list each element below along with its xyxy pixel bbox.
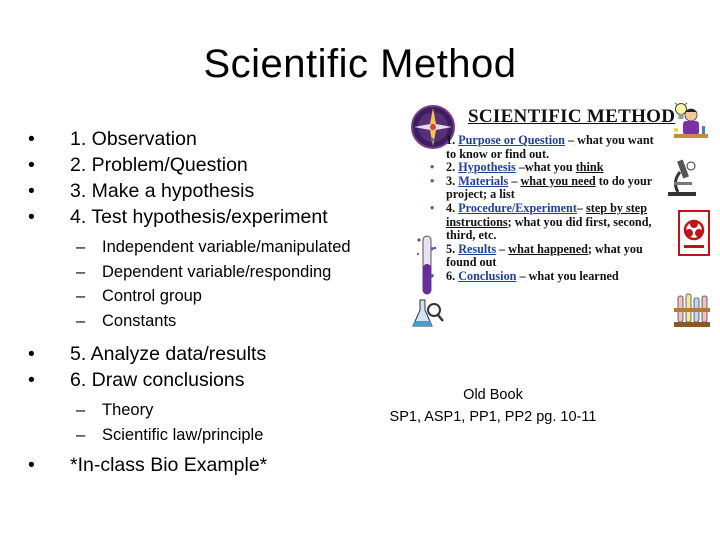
- sub-list-item: [28, 260, 408, 285]
- sub-bullet-dash: –: [76, 262, 86, 281]
- list-item-text: *In-class Bio Example*: [70, 454, 268, 476]
- textbook-reference: [370, 384, 616, 428]
- step-emphasis: step by step: [586, 200, 647, 215]
- sub-bullet-dash: –: [76, 287, 86, 305]
- list-item-text: 6. Draw conclusions: [70, 369, 245, 391]
- steps-list: [430, 134, 675, 284]
- list-item-text: 4. Test hypothesis/experiment: [70, 206, 328, 228]
- sub-list-item-text: Control group: [102, 287, 202, 305]
- list-item: [28, 178, 408, 204]
- list-item: [28, 126, 408, 152]
- step-term: Procedure/Experiment: [458, 200, 577, 215]
- sub-list-item: [28, 235, 408, 260]
- list-item-text: 3. Make a hypothesis: [70, 180, 255, 202]
- step-text: ; what you: [587, 241, 643, 256]
- step-number: 4.: [446, 200, 456, 215]
- step-text: project; a list: [446, 187, 515, 202]
- step-term: Purpose or Question: [458, 133, 565, 147]
- step-text: –: [576, 200, 587, 215]
- step-number: 5.: [446, 241, 456, 256]
- bullet-dot: •: [28, 206, 35, 228]
- step-text: ; what you did first, second,: [507, 214, 652, 229]
- bullet-dot: •: [28, 154, 35, 176]
- sub-list-item-text: Scientific law/principle: [102, 425, 264, 444]
- sub-list-item-text: Constants: [102, 311, 177, 330]
- sub-list-item-text: Dependent variable/responding: [102, 262, 332, 281]
- list-item-text: 5. Analyze data/results: [70, 343, 267, 365]
- bullet-dot: •: [430, 268, 435, 283]
- step-number: 1.: [446, 133, 456, 147]
- sub-bullet-dash: –: [76, 401, 86, 419]
- step-text: to do your: [595, 173, 653, 188]
- sub-bullet-dash: –: [76, 311, 86, 330]
- step-emphasis: what happened: [508, 241, 588, 256]
- bullet-dot: •: [28, 454, 35, 476]
- note-line: Old Book: [463, 387, 523, 403]
- list-item: [430, 134, 675, 161]
- step-term: Materials: [458, 173, 509, 188]
- bullet-dot: •: [430, 133, 435, 147]
- bullet-dot: •: [28, 128, 35, 150]
- list-item: [430, 243, 675, 270]
- step-emphasis: what you need: [520, 173, 596, 188]
- list-item: [28, 152, 408, 178]
- bullet-list: [28, 126, 408, 478]
- magnifier-flask-icon: [410, 296, 444, 332]
- page-title: Scientific Method: [203, 42, 517, 86]
- sub-bullet-dash: –: [76, 425, 86, 444]
- scientific-method-steps: [430, 106, 675, 284]
- sub-list-item: [28, 398, 408, 423]
- sub-list-item: [28, 423, 408, 448]
- step-number: 3.: [446, 173, 456, 188]
- bullet-dot: •: [430, 173, 435, 188]
- step-emphasis: instructions: [446, 214, 508, 229]
- step-text: –what you: [515, 160, 576, 175]
- test-tube-rack-icon: [672, 292, 712, 330]
- sub-list-item: [28, 309, 408, 334]
- list-item: [28, 367, 408, 393]
- sub-bullet-dash: –: [76, 238, 86, 256]
- step-text: –: [508, 173, 521, 188]
- list-item: [28, 341, 408, 367]
- bullet-dot: •: [430, 160, 435, 175]
- list-item: [430, 161, 675, 175]
- step-term: Hypothesis: [458, 160, 516, 175]
- step-text: found out: [446, 255, 497, 270]
- bullet-dot: •: [430, 200, 435, 215]
- list-item: [430, 202, 675, 243]
- step-emphasis: think: [575, 160, 604, 175]
- list-item: [28, 452, 408, 478]
- bullet-dot: •: [430, 241, 435, 256]
- sub-list-item: [28, 284, 408, 309]
- list-item-text: 1. Observation: [70, 128, 197, 150]
- list-item-text: 2. Problem/Question: [70, 154, 248, 176]
- step-text: – what you learned: [516, 268, 619, 283]
- step-number: 2.: [446, 160, 456, 175]
- list-item: [430, 270, 675, 284]
- sub-list-item-text: Theory: [102, 401, 154, 419]
- step-number: 6.: [446, 268, 456, 283]
- list-item: [28, 204, 408, 230]
- bullet-dot: •: [28, 180, 35, 202]
- note-line: SP1, ASP1, PP1, PP2 pg. 10-11: [389, 409, 597, 425]
- sub-list-item-text: Independent variable/manipulated: [102, 238, 351, 256]
- biohazard-sign-icon: [678, 210, 710, 256]
- bullet-dot: •: [28, 369, 35, 391]
- step-text: –: [496, 241, 509, 256]
- list-item: [430, 175, 675, 202]
- inset-title: SCIENTIFIC METHOD: [468, 106, 676, 127]
- step-text: – what you want: [564, 133, 654, 147]
- step-term: Conclusion: [458, 268, 517, 283]
- step-term: Results: [458, 241, 497, 256]
- step-text: to know or find out.: [446, 146, 550, 161]
- bullet-dot: •: [28, 343, 35, 365]
- step-text: third, etc.: [446, 228, 497, 243]
- scientific-method-clipart: [410, 100, 712, 332]
